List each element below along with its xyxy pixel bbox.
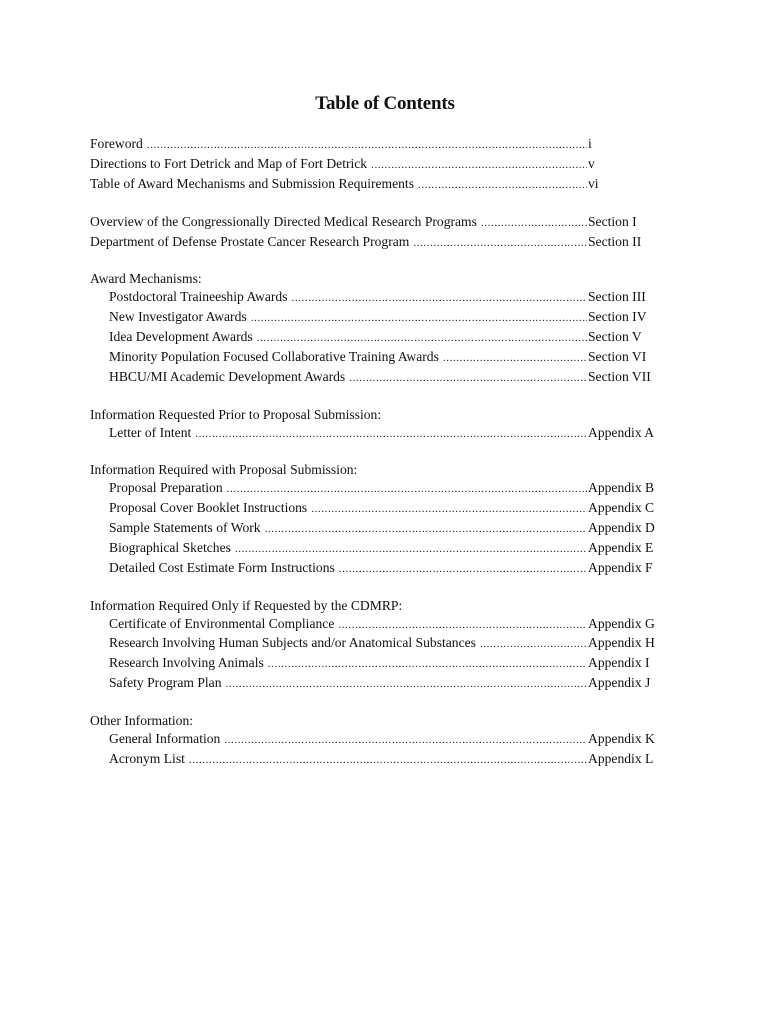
toc-entry-page-ref: Appendix C <box>588 500 655 516</box>
toc-entry-label: Overview of the Congressionally Directed Medical Research Programs <box>90 213 477 229</box>
toc-entry-page-ref: Appendix A <box>588 424 655 440</box>
toc-entry-page-ref: Section V <box>588 329 642 345</box>
toc-entry-page-ref: Section VII <box>588 368 651 384</box>
toc-group <box>90 270 670 387</box>
toc-entry[interactable] <box>90 634 670 654</box>
toc-group-heading: Award Mechanisms: <box>90 271 202 287</box>
dot-leader <box>443 350 587 368</box>
toc-entry-page-ref: Appendix B <box>588 480 655 496</box>
toc-entry-page-ref: Appendix K <box>588 731 655 746</box>
toc-entry[interactable] <box>90 155 670 175</box>
toc-entry-page-ref: Appendix L <box>588 750 654 766</box>
toc-group-heading: Information Required with Proposal Submission: <box>90 462 358 478</box>
dot-leader <box>257 330 587 348</box>
toc-entry-page-ref: Section III <box>588 289 646 305</box>
toc-entry-label: Postdoctoral Traineeship Awards <box>109 289 288 305</box>
dot-leader <box>189 752 587 770</box>
toc-entry-label: Department of Defense Prostate Cancer Research Program <box>90 233 410 249</box>
toc-entry[interactable] <box>90 175 670 195</box>
dot-leader <box>481 215 587 233</box>
toc-entry[interactable] <box>90 519 670 539</box>
dot-leader <box>251 310 587 328</box>
toc-entry-label: Idea Development Awards <box>109 329 253 345</box>
toc-group-heading: Information Required Only if Requested by the CDMRP: <box>90 597 403 613</box>
toc-entry[interactable] <box>90 539 670 559</box>
dot-leader <box>480 636 587 654</box>
toc-group <box>90 406 670 444</box>
toc-entry[interactable] <box>90 328 670 348</box>
toc-entry[interactable] <box>90 674 670 694</box>
toc-entry[interactable] <box>90 288 670 308</box>
toc-entry-page-ref: Appendix I <box>588 655 650 671</box>
toc-entry-page-ref: Appendix D <box>588 520 655 536</box>
toc-entry[interactable] <box>90 654 670 674</box>
toc-entry-label: HBCU/MI Academic Development Awards <box>109 368 346 384</box>
dot-leader <box>227 481 587 499</box>
dot-leader <box>224 732 587 750</box>
toc-entry-label: Table of Award Mechanisms and Submission Requirements <box>90 175 414 191</box>
toc-group <box>90 213 670 253</box>
toc-entry-page-ref: vi <box>588 175 599 191</box>
toc-group-heading: Information Requested Prior to Proposal Submission: <box>90 406 382 422</box>
toc-entry-label: Proposal Preparation <box>109 480 223 496</box>
toc-entry-page-ref: Appendix H <box>588 635 655 651</box>
toc-entry[interactable] <box>90 368 670 388</box>
toc-entry[interactable] <box>90 308 670 328</box>
toc-entry-page-ref: Section IV <box>588 309 647 325</box>
dot-leader <box>418 177 587 195</box>
toc-entry[interactable] <box>90 213 670 233</box>
page-title: Table of Contents <box>315 93 455 114</box>
toc-entry-label: Proposal Cover Booklet Instructions <box>109 500 308 516</box>
dot-leader <box>235 541 587 559</box>
toc-entry-label: Safety Program Plan <box>109 675 222 691</box>
dot-leader <box>226 676 587 694</box>
toc-entry-label: Detailed Cost Estimate Form Instructions <box>109 559 335 575</box>
toc-entry-label: Minority Population Focused Collaborative Training Awards <box>109 348 439 364</box>
toc-entry[interactable] <box>90 499 670 519</box>
table-of-contents <box>90 135 670 788</box>
toc-entry-page-ref: Appendix E <box>588 539 654 555</box>
toc-entry[interactable] <box>90 135 670 155</box>
dot-leader <box>195 426 587 444</box>
toc-group-heading: Other Information: <box>90 713 194 729</box>
toc-entry-page-ref: Section VI <box>588 348 647 364</box>
toc-entry-label: Biographical Sketches <box>109 539 231 555</box>
toc-entry-label: Sample Statements of Work <box>109 520 261 536</box>
dot-leader <box>265 521 587 539</box>
toc-entry[interactable] <box>90 730 670 750</box>
dot-leader <box>338 617 587 635</box>
toc-entry-page-ref: Appendix J <box>588 675 651 691</box>
dot-leader <box>349 370 587 388</box>
dot-leader <box>311 501 587 519</box>
toc-entry-page-ref: Appendix F <box>588 559 653 575</box>
toc-entry[interactable] <box>90 424 670 444</box>
toc-entry[interactable] <box>90 479 670 499</box>
toc-entry-label: Letter of Intent <box>109 424 192 440</box>
toc-group <box>90 597 670 695</box>
toc-entry-label: Acronym List <box>109 750 185 766</box>
toc-entry[interactable] <box>90 615 670 635</box>
toc-entry-label: New Investigator Awards <box>109 309 247 325</box>
toc-entry-label: Certificate of Environmental Compliance <box>109 615 335 631</box>
toc-entry[interactable] <box>90 233 670 253</box>
toc-entry-label: Research Involving Animals <box>109 655 264 671</box>
toc-group <box>90 461 670 578</box>
toc-entry[interactable] <box>90 348 670 368</box>
toc-entry[interactable] <box>90 750 670 770</box>
dot-leader <box>268 656 587 674</box>
toc-entry-label: Directions to Fort Detrick and Map of Fort Detrick <box>90 155 368 171</box>
toc-entry-page-ref: Section I <box>588 213 637 229</box>
toc-entry-label: Research Involving Human Subjects and/or Anatomical Substances <box>109 635 476 651</box>
toc-entry-label: Foreword <box>90 136 143 151</box>
dot-leader <box>147 137 587 155</box>
dot-leader <box>339 561 587 579</box>
toc-entry-page-ref: i <box>588 136 592 151</box>
toc-group <box>90 712 670 770</box>
toc-entry-page-ref: Appendix G <box>588 615 655 631</box>
toc-group <box>90 135 670 195</box>
toc-entry-page-ref: v <box>588 155 595 171</box>
toc-entry-page-ref: Section II <box>588 233 642 249</box>
dot-leader <box>291 290 587 308</box>
dot-leader <box>371 157 587 175</box>
toc-entry[interactable] <box>90 559 670 579</box>
dot-leader <box>413 235 587 253</box>
toc-entry-label: General Information <box>109 731 221 746</box>
